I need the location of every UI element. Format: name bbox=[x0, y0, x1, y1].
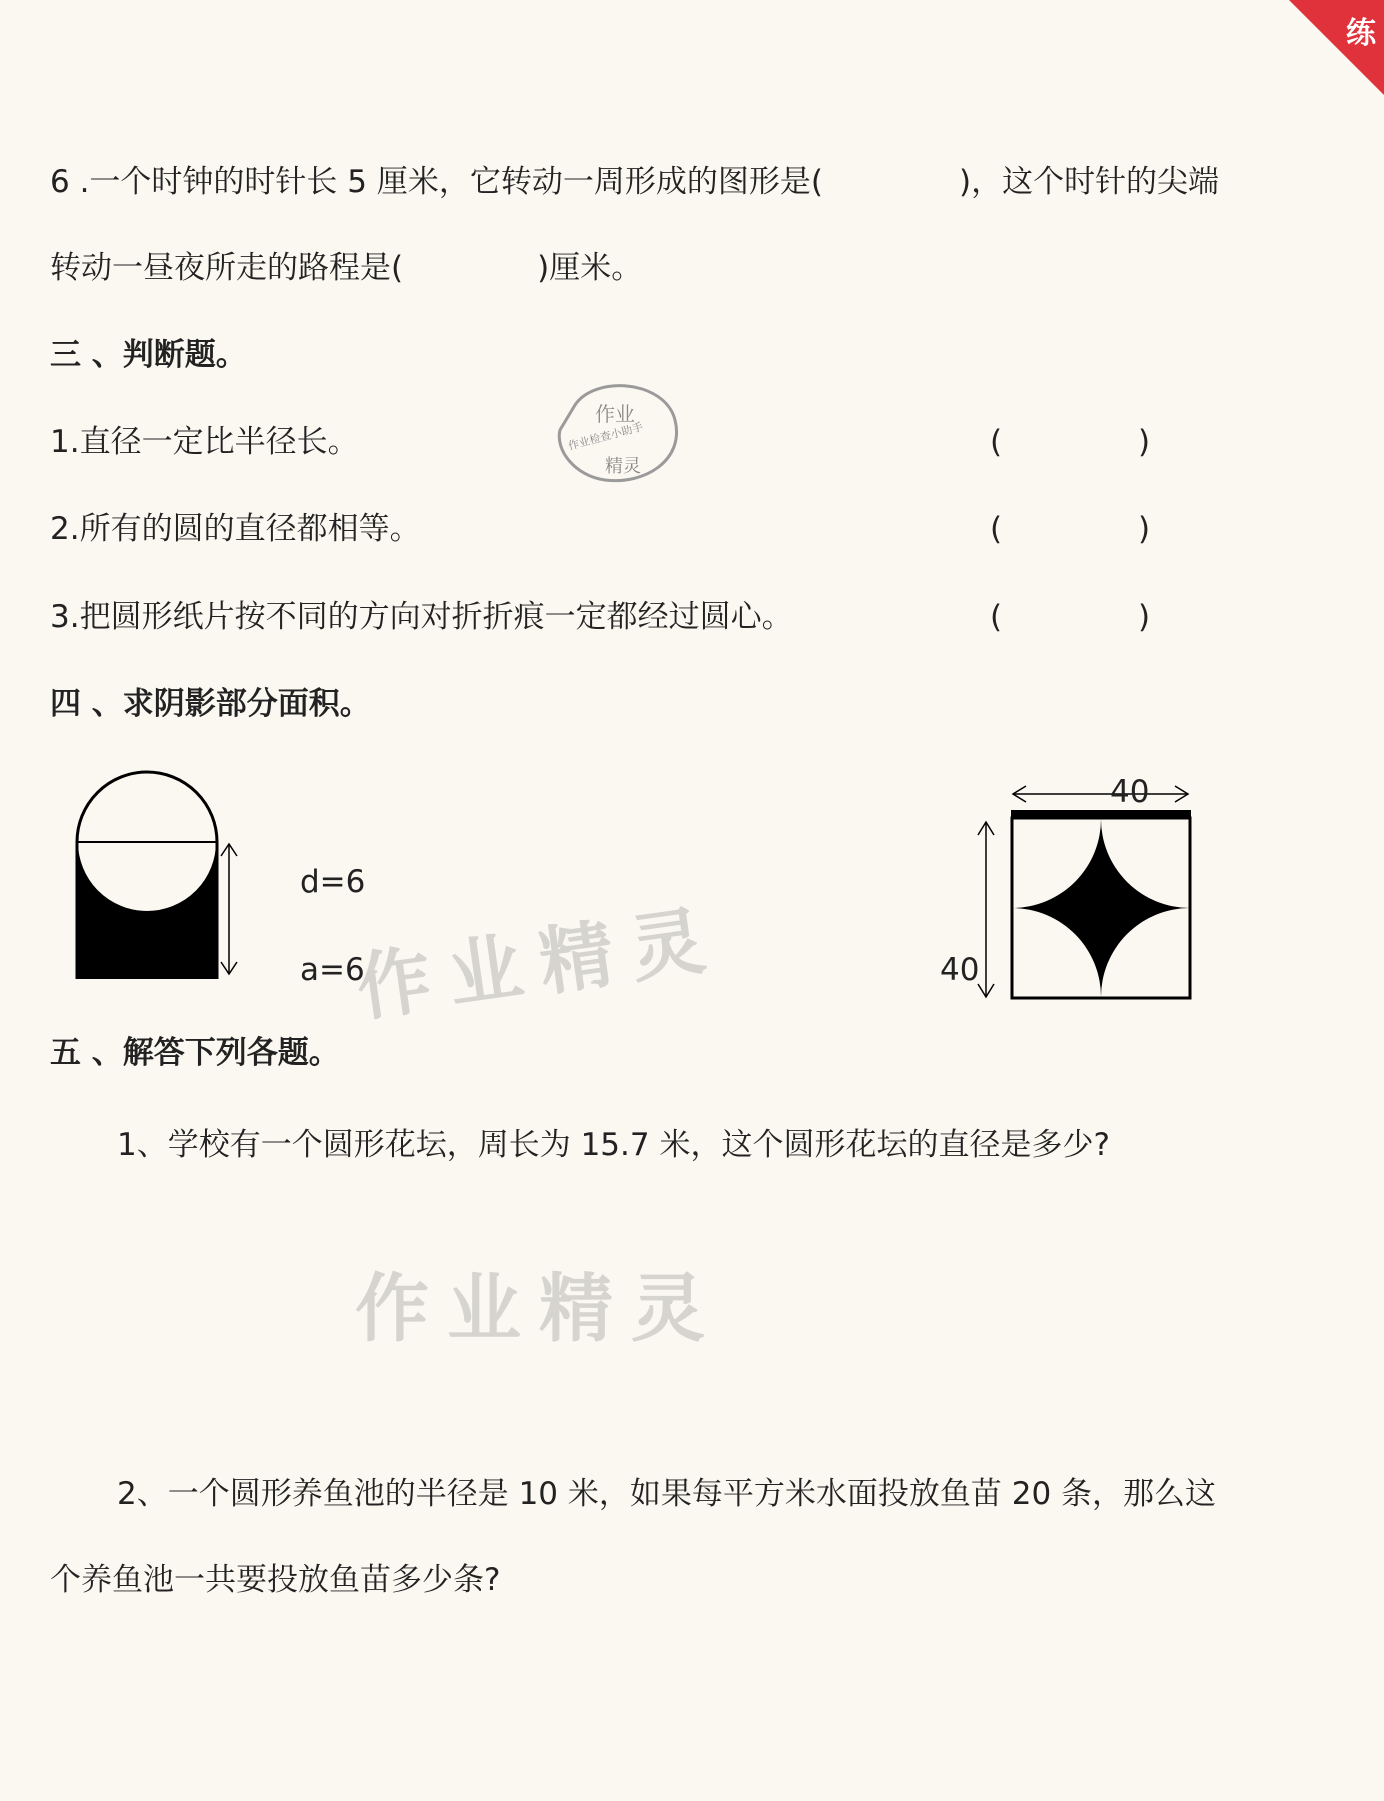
judge-item-2: 2.所有的圆的直径都相等。 bbox=[50, 511, 421, 547]
q6-line2-part1: 转动一昼夜所走的路程是( bbox=[50, 250, 404, 286]
q6-line1-part1: 6 .一个时钟的时针长 5 厘米，它转动一周形成的图形是( bbox=[50, 164, 823, 200]
judge-paren-close-2: ) bbox=[1138, 511, 1151, 547]
q2-line1: 2、一个圆形养鱼池的半径是 10 米，如果每平方米水面投放鱼苗 20 条，那么这 bbox=[117, 1476, 1217, 1512]
fig2-side-label: 40 bbox=[940, 952, 980, 988]
q6-line1-part2: )，这个时针的尖端 bbox=[958, 164, 1220, 200]
q6-line1 bbox=[50, 162, 1219, 202]
q6-line2 bbox=[50, 248, 642, 288]
figure-square-star bbox=[968, 782, 1198, 1007]
figure-semicircle-rect bbox=[70, 760, 250, 985]
judge-paren-close-1: ) bbox=[1138, 424, 1151, 460]
fig2-top-label: 40 bbox=[1110, 774, 1150, 810]
section5-title: 五 、解答下列各题。 bbox=[50, 1035, 340, 1071]
watermark-2: 作业精灵 bbox=[355, 1266, 723, 1352]
q6-line2-part2: )厘米。 bbox=[537, 250, 643, 286]
judge-paren-open-3: ( bbox=[990, 599, 1003, 635]
judge-item-1: 1.直径一定比半径长。 bbox=[50, 424, 359, 460]
stamp-middle: 作业检查小助手 bbox=[566, 420, 645, 453]
q2-line2: 个养鱼池一共要投放鱼苗多少条? bbox=[50, 1562, 501, 1598]
homework-stamp bbox=[555, 380, 685, 494]
judge-paren-close-3: ) bbox=[1138, 599, 1151, 635]
section4-title: 四 、求阴影部分面积。 bbox=[50, 686, 371, 722]
section3-title: 三 、判断题。 bbox=[50, 337, 247, 373]
judge-item-3: 3.把圆形纸片按不同的方向对折折痕一定都经过圆心。 bbox=[50, 599, 793, 635]
watermark-1: 作业精灵 bbox=[351, 895, 729, 1033]
judge-paren-open-1: ( bbox=[990, 424, 1003, 460]
corner-label: 练 bbox=[1346, 16, 1376, 51]
fig1-d-label: d=6 bbox=[300, 864, 366, 900]
q1-text: 1、学校有一个圆形花坛，周长为 15.7 米，这个圆形花坛的直径是多少? bbox=[117, 1127, 1110, 1163]
stamp-bottom: 精灵 bbox=[605, 456, 641, 477]
fig1-a-label: a=6 bbox=[300, 952, 365, 988]
judge-paren-open-2: ( bbox=[990, 511, 1003, 547]
stamp-top: 作业 bbox=[595, 402, 635, 426]
